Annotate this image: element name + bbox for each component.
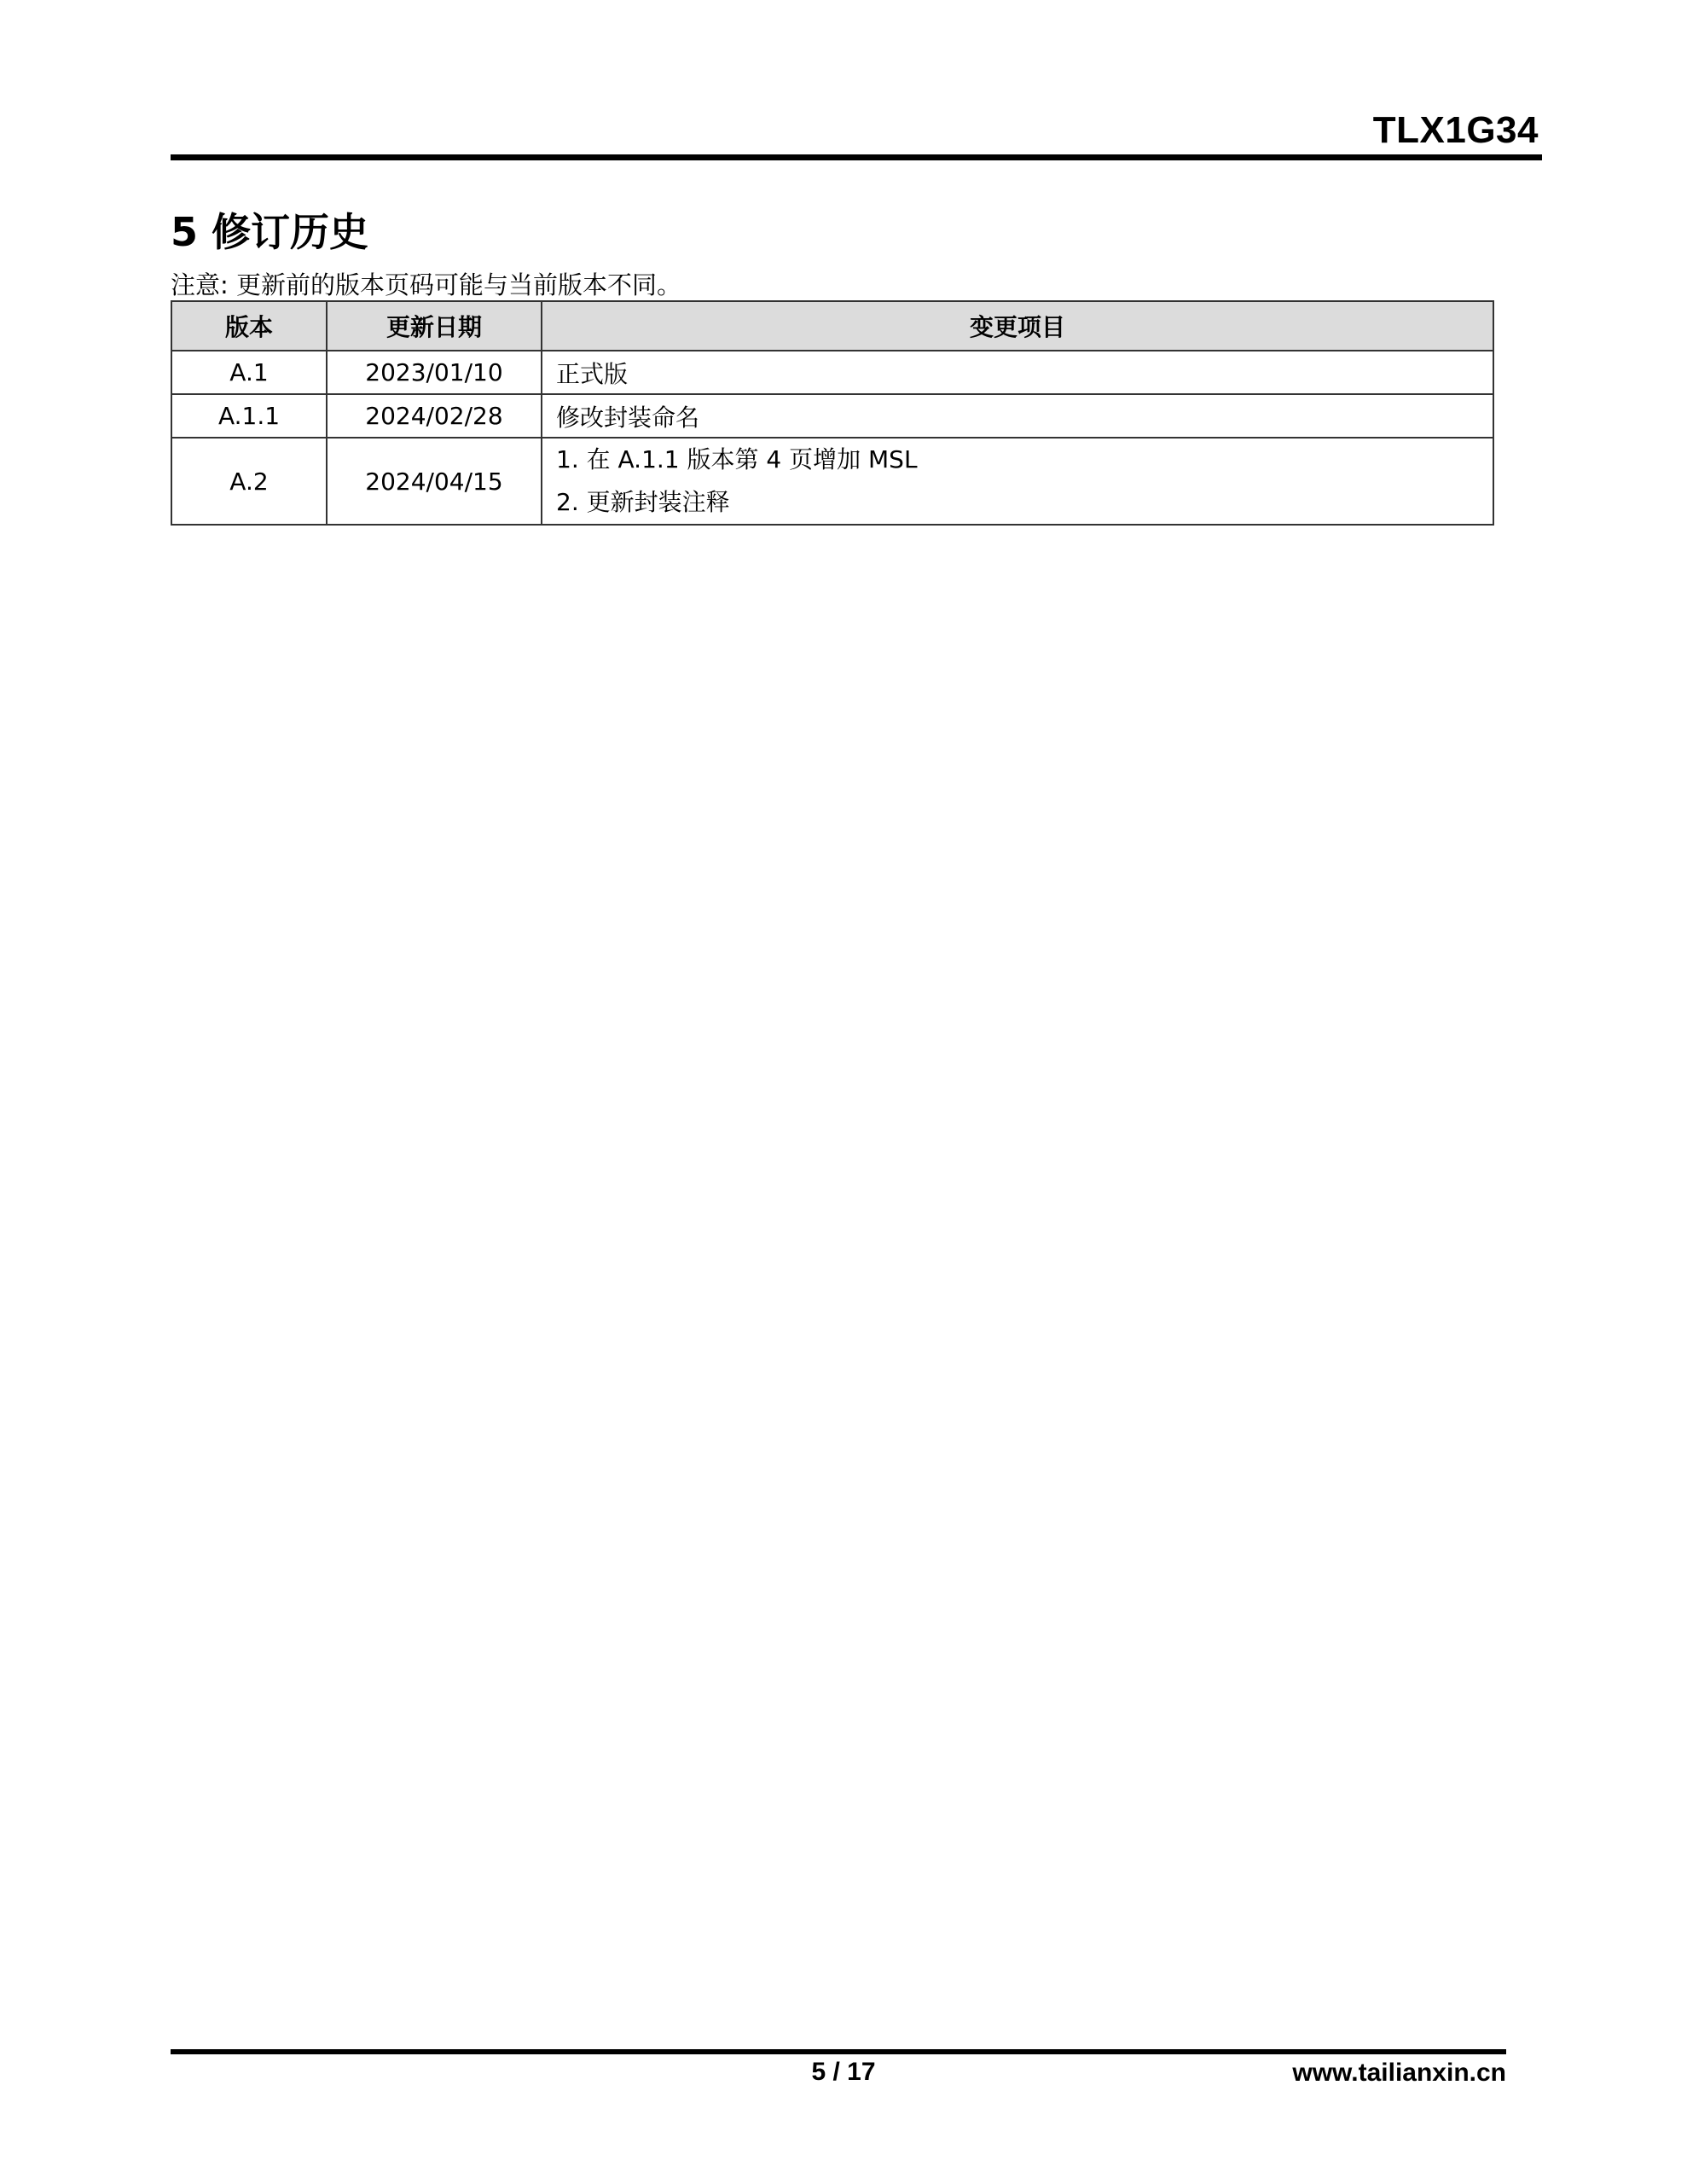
changes-cell [542, 438, 1493, 525]
page-number-text: 5 / 17 [811, 2058, 876, 2086]
version-cell: A.1 [171, 351, 327, 394]
table-row [171, 438, 1493, 525]
table-header-row [171, 301, 1493, 351]
table-row [171, 394, 1493, 438]
section-note: 注意: 更新前的版本页码可能与当前版本不同。 [171, 270, 681, 299]
column-header-date: 更新日期 [327, 301, 542, 351]
revision-history-table [171, 300, 1494, 526]
date-cell: 2024/04/15 [327, 438, 542, 525]
date-cell: 2024/02/28 [327, 394, 542, 438]
footer-divider [171, 2049, 1506, 2054]
column-header-changes: 变更项目 [542, 301, 1493, 351]
document-product-title: TLX1G34 [1372, 109, 1539, 151]
footer-website: www.tailianxin.cn [1292, 2059, 1506, 2087]
changes-cell: 正式版 [542, 351, 1493, 394]
header-divider [171, 154, 1542, 160]
change-item: 1. 在 A.1.1 版本第 4 页增加 MSL [556, 445, 918, 473]
section-title: 5 修订历史 [171, 209, 369, 255]
version-cell: A.2 [171, 438, 327, 525]
column-header-version: 版本 [171, 301, 327, 351]
version-cell: A.1.1 [171, 394, 327, 438]
date-cell: 2023/01/10 [327, 351, 542, 394]
change-item: 2. 更新封装注释 [556, 488, 730, 516]
table-row [171, 351, 1493, 394]
changes-cell: 修改封装命名 [542, 394, 1493, 438]
